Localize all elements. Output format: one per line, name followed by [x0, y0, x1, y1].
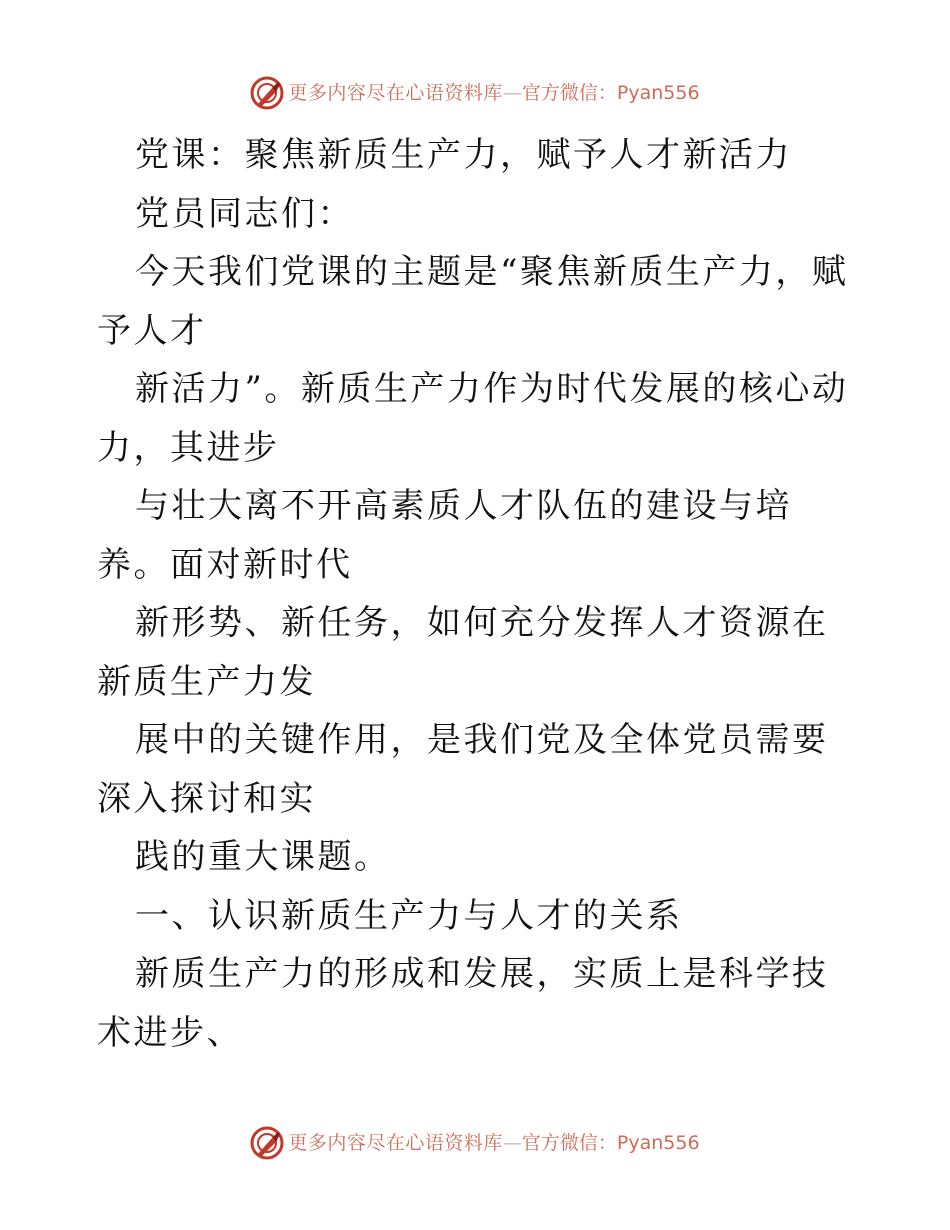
document-body	[97, 126, 857, 1062]
document-title: 党课：聚焦新质生产力，赋予人才新活力	[135, 135, 792, 175]
body-line: 新形势、新任务，如何充分发挥人才资源在新质生产力发	[97, 603, 829, 702]
header-banner	[0, 76, 950, 110]
banner-wechat-text: 官方微信：Pyan556	[521, 82, 700, 104]
body-line: 新质生产力的形成和发展，实质上是科学技术进步、	[97, 954, 829, 1053]
body-line: 今天我们党课的主题是“聚焦新质生产力，赋予人才	[97, 252, 849, 351]
salutation: 党员同志们：	[135, 193, 354, 234]
footer-banner	[0, 1126, 950, 1160]
body-line: 新活力”。新质生产力作为时代发展的核心动力，其进步	[97, 369, 849, 468]
pen-seal-logo-icon	[250, 1126, 284, 1160]
body-line: 与壮大离不开高素质人才队伍的建设与培养。面对新时代	[97, 486, 792, 585]
banner-site-text: 更多内容尽在心语资料库	[288, 82, 503, 104]
body-line: 展中的关键作用，是我们党及全体党员需要深入探讨和实	[97, 720, 829, 819]
banner-separator: —	[502, 82, 522, 104]
pen-seal-logo-icon	[250, 76, 284, 110]
banner-separator: —	[502, 1132, 522, 1154]
body-line: 践的重大课题。	[135, 837, 391, 877]
banner-site-text: 更多内容尽在心语资料库	[288, 1132, 503, 1154]
banner-wechat-text: 官方微信：Pyan556	[521, 1132, 700, 1154]
section-heading: 一、认识新质生产力与人才的关系	[135, 895, 683, 936]
